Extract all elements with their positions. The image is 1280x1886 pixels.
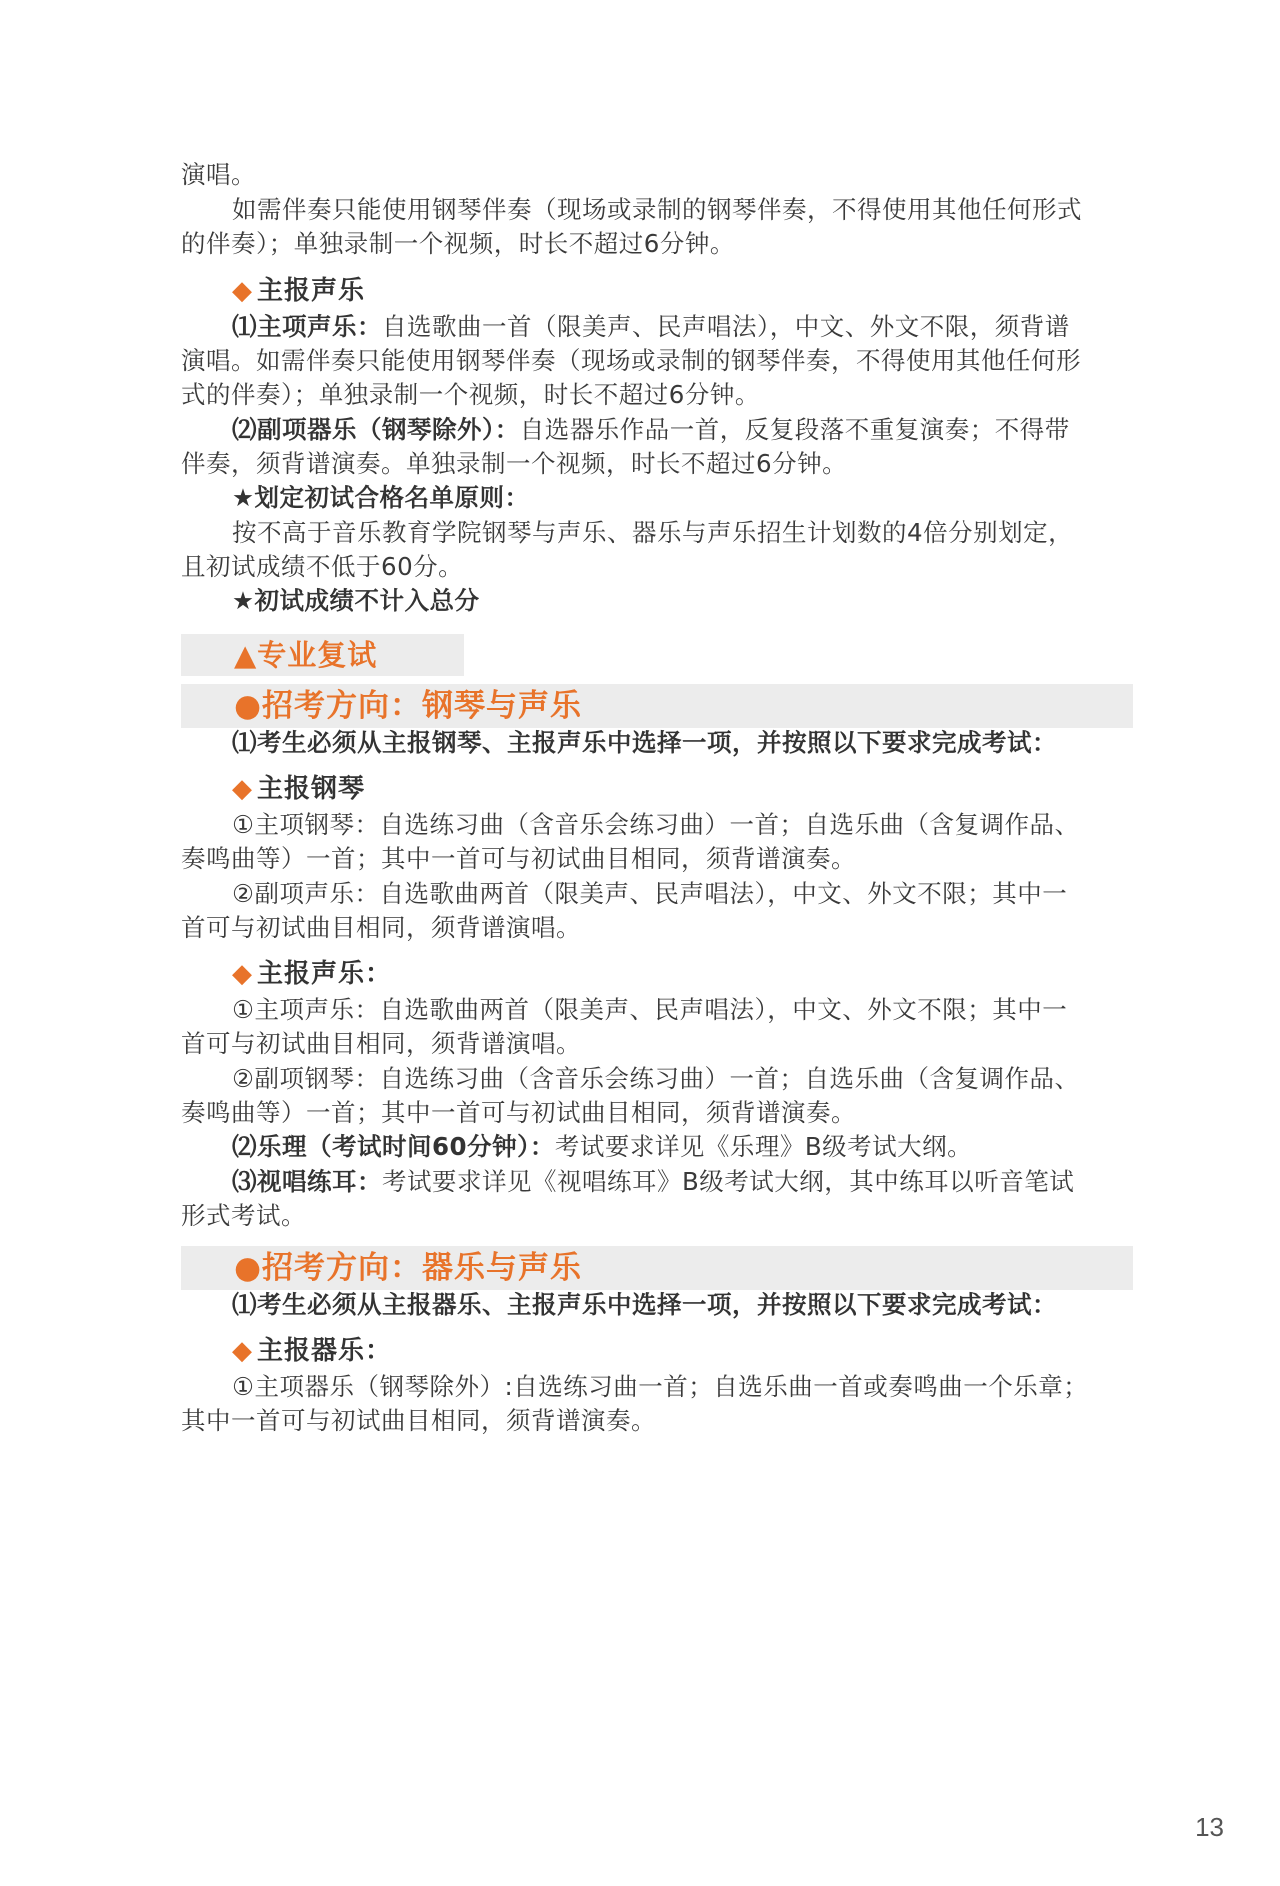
item-line: 首可与初试曲目相同，须背谱演唱。 xyxy=(181,1029,581,1058)
item-text: 自选歌曲一首（限美声、民声唱法），中文、外文不限，须背谱 xyxy=(382,312,1070,341)
item-line xyxy=(232,1165,1142,1199)
item-line: ①主项钢琴：自选练习曲（含音乐会练习曲）一首；自选乐曲（含复调作品、 xyxy=(232,810,1080,839)
direction-title-instrument-vocal: ●招考方向：器乐与声乐 xyxy=(234,1250,583,1286)
rule-line: 按不高于音乐教育学院钢琴与声乐、器乐与声乐招生计划数的4倍分别划定， xyxy=(232,518,1074,547)
item-line: ①主项声乐：自选歌曲两首（限美声、民声唱法），中文、外文不限；其中一 xyxy=(232,995,1068,1024)
item-line: ①主项器乐（钢琴除外）:自选练习曲一首；自选乐曲一首或奏鸣曲一个乐章； xyxy=(232,1372,1089,1401)
item-line: 其中一首可与初试曲目相同，须背谱演奏。 xyxy=(181,1406,656,1435)
subheading-piano-main xyxy=(232,772,365,806)
section-title-retest: ▲专业复试 xyxy=(234,638,378,672)
item-line: 奏鸣曲等）一首；其中一首可与初试曲目相同，须背谱演奏。 xyxy=(181,844,856,873)
item-label: ⑶视唱练耳： xyxy=(232,1167,382,1196)
diamond-icon: ◆ xyxy=(232,959,253,989)
paragraph-line: 的伴奏）；单独录制一个视频，时长不超过6分钟。 xyxy=(181,229,735,258)
rule-heading: ★初试成绩不计入总分 xyxy=(232,586,480,615)
item-line: 奏鸣曲等）一首；其中一首可与初试曲目相同，须背谱演奏。 xyxy=(181,1098,856,1127)
diamond-icon: ◆ xyxy=(232,276,253,306)
subheading-title: 主报声乐 xyxy=(257,276,366,306)
direction-intro: ⑴考生必须从主报钢琴、主报声乐中选择一项，并按照以下要求完成考试： xyxy=(232,728,1057,757)
item-line: ②副项钢琴：自选练习曲（含音乐会练习曲）一首；自选乐曲（含复调作品、 xyxy=(232,1064,1080,1093)
diamond-icon: ◆ xyxy=(232,1336,253,1366)
item-line: 演唱。如需伴奏只能使用钢琴伴奏（现场或录制的钢琴伴奏，不得使用其他任何形 xyxy=(181,346,1081,375)
item-label: ⑵乐理（考试时间60分钟）： xyxy=(232,1132,555,1161)
item-label: ⑴主项声乐： xyxy=(232,312,382,341)
item-line: ②副项声乐：自选歌曲两首（限美声、民声唱法），中文、外文不限；其中一 xyxy=(232,879,1068,908)
subheading-vocal-main-2 xyxy=(232,957,392,991)
paragraph-line: 如需伴奏只能使用钢琴伴奏（现场或录制的钢琴伴奏，不得使用其他任何形式 xyxy=(232,195,1082,224)
diamond-icon: ◆ xyxy=(232,774,253,804)
item-line: 伴奏，须背谱演奏。单独录制一个视频，时长不超过6分钟。 xyxy=(181,449,848,478)
item-text: 考试要求详见《视唱练耳》B级考试大纲，其中练耳以听音笔试 xyxy=(382,1167,1075,1196)
page-number: 13 xyxy=(1195,1812,1224,1842)
item-line xyxy=(232,1130,1142,1164)
item-line: 形式考试。 xyxy=(181,1201,306,1230)
item-line: 式的伴奏）；单独录制一个视频，时长不超过6分钟。 xyxy=(181,380,760,409)
item-text: 自选器乐作品一首，反复段落不重复演奏；不得带 xyxy=(519,415,1070,444)
subheading-title: 主报钢琴 xyxy=(257,774,366,804)
item-text: 考试要求详见《乐理》B级考试大纲。 xyxy=(554,1132,973,1161)
subheading-instrument-main xyxy=(232,1334,392,1368)
paragraph-line: 演唱。 xyxy=(181,160,256,189)
direction-title-piano-vocal: ●招考方向：钢琴与声乐 xyxy=(234,688,583,724)
item-line: 首可与初试曲目相同，须背谱演唱。 xyxy=(181,913,581,942)
subheading-vocal-main xyxy=(232,274,365,308)
subheading-title: 主报器乐： xyxy=(257,1336,393,1366)
item-label: ⑵副项器乐（钢琴除外）： xyxy=(232,415,520,444)
rule-line: 且初试成绩不低于60分。 xyxy=(181,552,464,581)
subheading-title: 主报声乐： xyxy=(257,959,393,989)
item-line xyxy=(232,310,1142,344)
item-line xyxy=(232,413,1142,447)
direction-intro: ⑴考生必须从主报器乐、主报声乐中选择一项，并按照以下要求完成考试： xyxy=(232,1290,1057,1319)
rule-heading: ★划定初试合格名单原则： xyxy=(232,483,530,512)
